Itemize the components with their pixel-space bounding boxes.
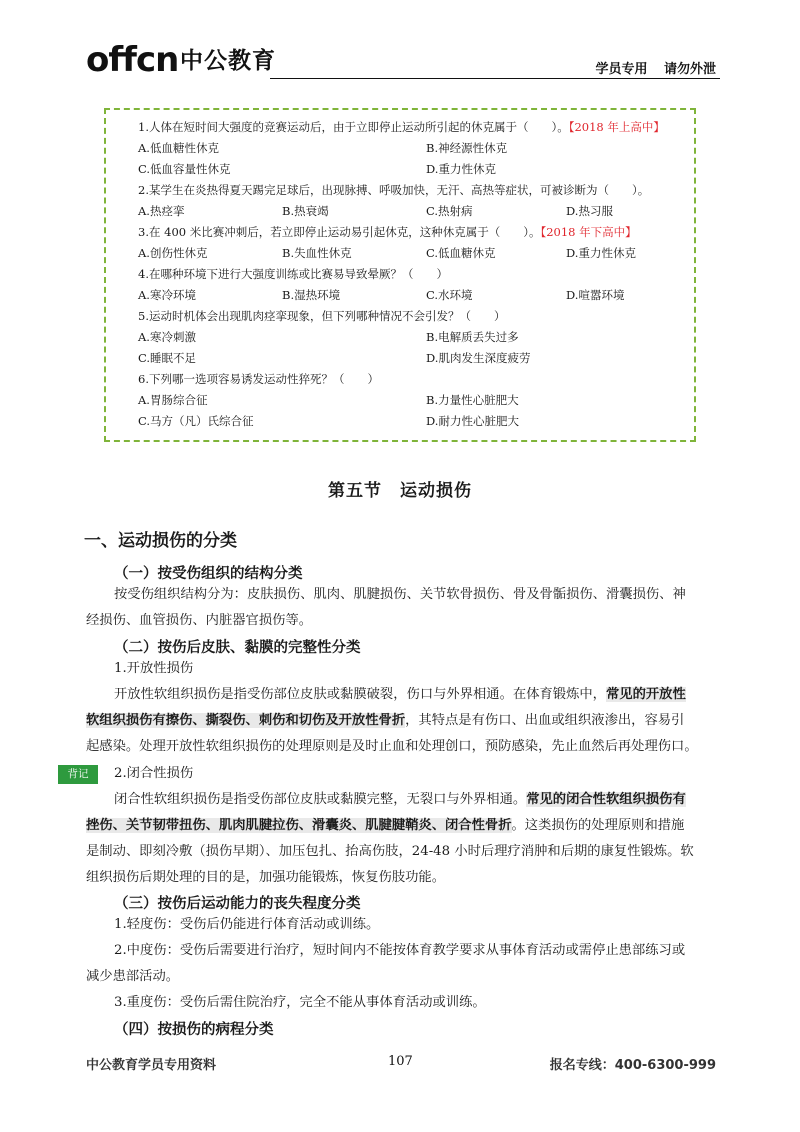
option: D.重力性休克 <box>566 246 636 260</box>
practice-questions-box <box>104 108 696 442</box>
option: C.低血容量性休克 <box>138 162 231 176</box>
paragraph-line: 经损伤、血管损伤、内脏器官损伤等。 <box>86 613 313 628</box>
header-tag-confidential: 请勿外泄 <box>663 62 716 77</box>
option: B.力量性心脏肥大 <box>426 393 519 407</box>
option: B.电解质丢失过多 <box>426 330 519 344</box>
page-number: 107 <box>388 1054 413 1069</box>
closed-injury-title: 2.闭合性损伤 <box>114 766 194 781</box>
option: C.睡眠不足 <box>138 351 197 365</box>
heading-classification: 一、运动损伤的分类 <box>84 531 237 551</box>
option: A.低血糖性休克 <box>138 141 219 155</box>
option: A.热痉挛 <box>138 204 185 218</box>
option: D.喧嚣环境 <box>566 288 625 302</box>
paragraph-line: 2.中度伤：受伤后需要进行治疗，短时间内不能按体育教学要求从事体育活动或需停止患部练习或 <box>114 943 686 958</box>
paragraph-line: 挫伤、关节韧带扭伤、肌肉肌腱拉伤、滑囊炎、肌腱腱鞘炎、闭合性骨折。这类损伤的处理原则和措施 <box>86 818 685 833</box>
option: C.马方（凡）氏综合征 <box>138 414 254 428</box>
open-injury-title: 1.开放性损伤 <box>114 661 194 676</box>
option: D.耐力性心脏肥大 <box>426 414 519 428</box>
memorize-badge: 背记 <box>58 765 98 784</box>
question-3: 3.在 400 米比赛冲刺后，若立即停止运动易引起休克，这种休克属于（ ）。【2018 年下高中】 <box>138 225 637 239</box>
brand-logo-en: offcn <box>86 40 179 80</box>
footer-hotline: 报名专线：400-6300-999 <box>549 1058 716 1073</box>
header-tag-students-only: 学员专用 <box>595 62 648 77</box>
option: B.神经源性休克 <box>426 141 508 155</box>
option: A.寒冷刺激 <box>138 330 196 344</box>
paragraph-line: 3.重度伤：受伤后需住院治疗，完全不能从事体育活动或训练。 <box>114 995 486 1010</box>
subheading-by-tissue: （一）按受伤组织的结构分类 <box>114 566 303 582</box>
subheading-by-skin-integrity: （二）按伤后皮肤、黏膜的完整性分类 <box>114 640 361 656</box>
paragraph-line: 开放性软组织损伤是指受伤部位皮肤或黏膜破裂，伤口与外界相通。在体育锻炼中，常见的开放性 <box>114 687 686 702</box>
question-5: 5.运动时机体会出现肌肉痉挛现象，但下列哪种情况不会引发？（ ） <box>138 309 506 323</box>
footer-left: 中公教育学员专用资料 <box>86 1058 217 1073</box>
option: D.重力性休克 <box>426 162 496 176</box>
paragraph-line: 组织损伤后期处理的目的是，加强功能锻炼，恢复伤肢功能。 <box>86 870 446 885</box>
brand-logo-cn: 中公教育 <box>180 48 276 74</box>
header-rule <box>270 78 720 79</box>
option: D.肌肉发生深度疲劳 <box>426 351 531 365</box>
option: B.热衰竭 <box>282 204 329 218</box>
paragraph-line: 软组织损伤有擦伤、撕裂伤、刺伤和切伤及开放性骨折，其特点是有伤口、出血或组织液渗出，容易引 <box>86 713 685 728</box>
option: A.创伤性休克 <box>138 246 208 260</box>
option: C.水环境 <box>426 288 473 302</box>
question-6: 6.下列哪一选项容易诱发运动性猝死？（ ） <box>138 372 379 386</box>
question-4: 4.在哪种环境下进行大强度训练或比赛易导致晕厥？（ ） <box>138 267 448 281</box>
option: A.寒冷环境 <box>138 288 196 302</box>
option: C.低血糖休克 <box>426 246 496 260</box>
subheading-by-ability-loss: （三）按伤后运动能力的丧失程度分类 <box>114 896 361 912</box>
paragraph-line: 减少患部活动。 <box>86 969 180 984</box>
question-2: 2.某学生在炎热得夏天踢完足球后，出现脉搏、呼吸加快，无汗、高热等症状，可被诊断为（ ）。 <box>138 183 650 197</box>
section-title: 第五节 运动损伤 <box>328 481 472 501</box>
option: B.失血性休克 <box>282 246 352 260</box>
option: B.湿热环境 <box>282 288 341 302</box>
option: D.热习服 <box>566 204 613 218</box>
paragraph-line: 闭合性软组织损伤是指受伤部位皮肤或黏膜完整，无裂口与外界相通。常见的闭合性软组织损伤有 <box>114 792 686 807</box>
option: A.胃肠综合征 <box>138 393 208 407</box>
question-1: 1.人体在短时间大强度的竞赛运动后，由于立即停止运动所引起的休克属于（ ）。【2018 年上高中】 <box>138 120 665 134</box>
option: C.热射病 <box>426 204 473 218</box>
paragraph-line: 按受伤组织结构分为：皮肤损伤、肌肉、肌腱损伤、关节软骨损伤、骨及骨骺损伤、滑囊损伤、神 <box>114 587 686 602</box>
header-tags <box>583 58 716 77</box>
paragraph-line: 起感染。处理开放性软组织损伤的处理原则是及时止血和处理创口，预防感染，先止血然后再处理伤口。 <box>86 739 698 754</box>
subheading-by-course: （四）按损伤的病程分类 <box>114 1022 274 1038</box>
paragraph-line: 1.轻度伤：受伤后仍能进行体育活动或训练。 <box>114 917 380 932</box>
paragraph-line: 是制动、即刻冷敷（损伤早期）、加压包扎、抬高伤肢，24-48 小时后理疗消肿和后期的康复性锻炼。软 <box>86 844 694 859</box>
